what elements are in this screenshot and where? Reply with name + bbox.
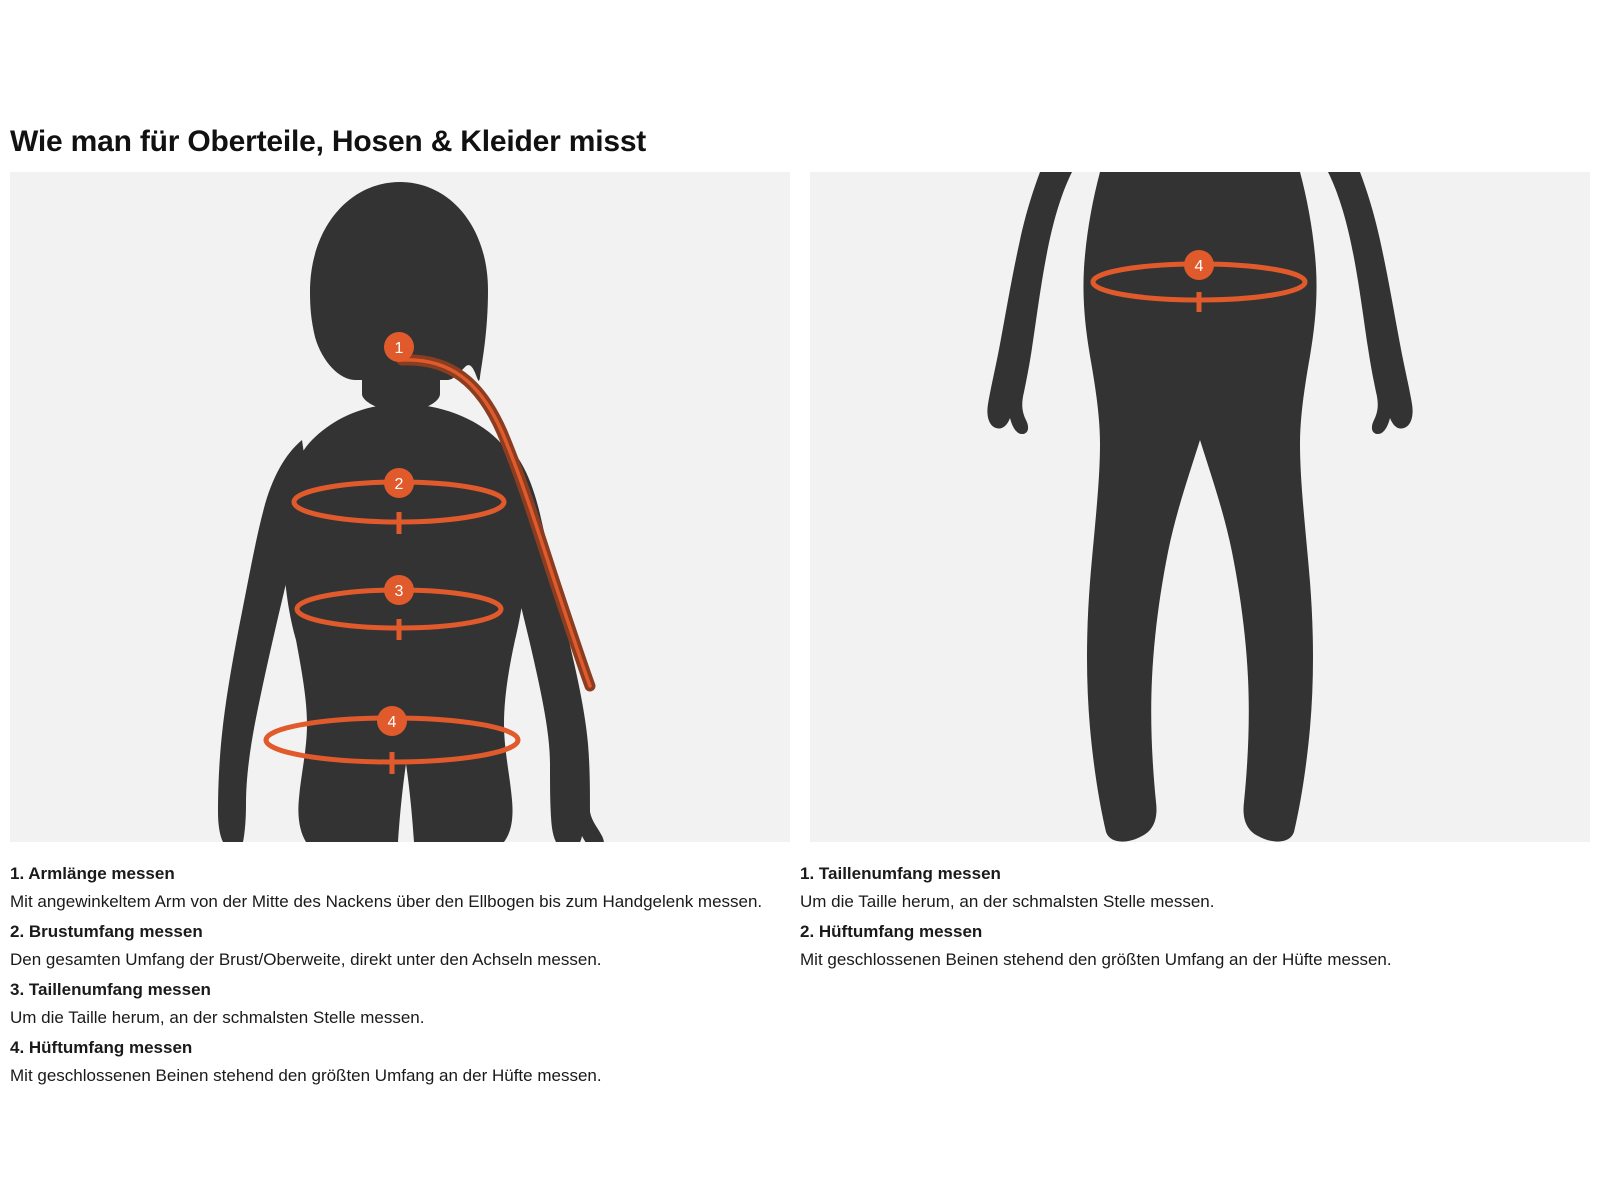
instruction-body-waist-lower: Um die Taille herum, an der schmalsten Stelle messen. bbox=[800, 891, 1215, 911]
instruction-body-chest: Den gesamten Umfang der Brust/Oberweite, direkt unter den Achseln messen. bbox=[10, 949, 602, 969]
marker-3-label: 3 bbox=[394, 583, 404, 600]
instruction-heading-chest: 2. Brustumfang messen bbox=[10, 922, 203, 942]
lower-body-instructions bbox=[800, 860, 1570, 976]
instruction-heading-arm-length: 1. Armlänge messen bbox=[10, 864, 175, 883]
instruction-body-waist: Um die Taille herum, an der schmalsten Stelle messen. bbox=[10, 1007, 425, 1027]
lower-body-silhouette bbox=[810, 172, 1590, 842]
marker-3 bbox=[384, 575, 414, 605]
instruction-body-arm-length: Mit angewinkeltem Arm von der Mitte des Nackens über den Ellbogen bis zum Handgelenk messen. bbox=[10, 891, 763, 911]
instruction-body-hip: Mit geschlossenen Beinen stehend den größten Umfang an der Hüfte messen. bbox=[10, 1065, 602, 1085]
upper-body-panel bbox=[10, 172, 790, 842]
instruction-heading-waist: 3. Taillenumfang messen bbox=[10, 980, 211, 1000]
page-title: Wie man für Oberteile, Hosen & Kleider misst bbox=[10, 125, 647, 159]
marker-2-label: 2 bbox=[394, 476, 404, 493]
marker-4-lower bbox=[1184, 250, 1214, 280]
instruction-body-hip-lower: Mit geschlossenen Beinen stehend den größten Umfang an der Hüfte messen. bbox=[800, 949, 1392, 969]
upper-body-silhouette bbox=[10, 172, 790, 842]
instruction-heading-hip-lower: 2. Hüftumfang messen bbox=[800, 922, 983, 942]
instruction-heading-hip: 4. Hüftumfang messen bbox=[10, 1038, 193, 1058]
instruction-heading-waist-lower: 1. Taillenumfang messen bbox=[800, 864, 1001, 883]
marker-4-lower-label: 4 bbox=[1194, 258, 1204, 275]
marker-1 bbox=[384, 332, 414, 362]
marker-4-label: 4 bbox=[387, 714, 397, 731]
marker-1-label: 1 bbox=[394, 340, 404, 357]
diagram-panels bbox=[10, 172, 1590, 842]
marker-2 bbox=[384, 468, 414, 498]
lower-body-panel bbox=[810, 172, 1590, 842]
upper-body-instructions bbox=[10, 860, 780, 1092]
marker-4 bbox=[377, 706, 407, 736]
